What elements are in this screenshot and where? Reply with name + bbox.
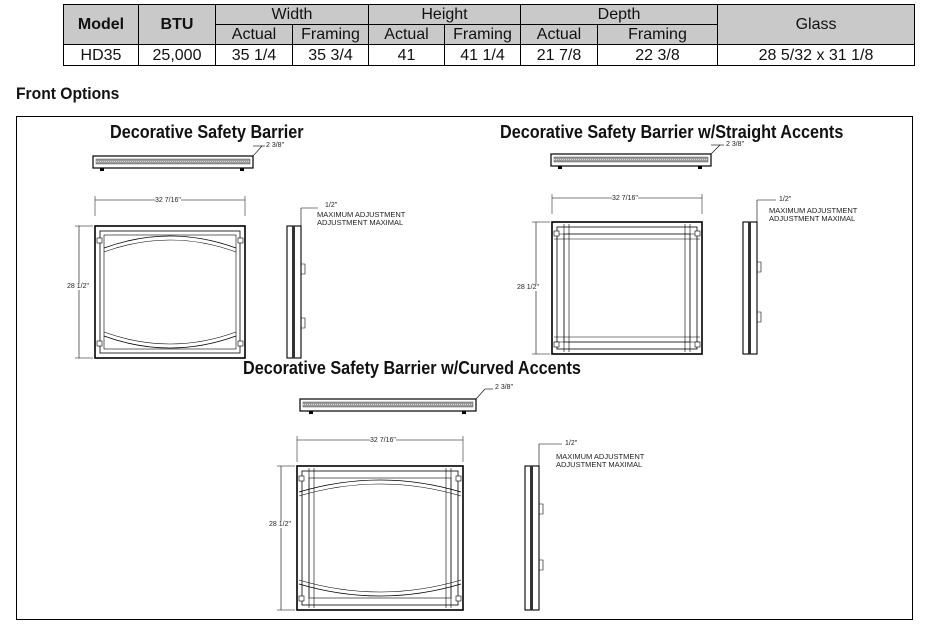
note-line-2: ADJUSTMENT MAXIMAL — [317, 218, 404, 227]
height-dimension: 28 1/2" — [269, 521, 291, 528]
table-row — [64, 45, 915, 66]
header-model: Model — [64, 5, 139, 45]
width-dimension: 32 7/16" — [612, 195, 638, 202]
cell-width-framing: 35 3/4 — [293, 45, 369, 66]
adjustment-note — [769, 207, 857, 223]
side-dimension: 1/2" — [779, 196, 792, 203]
height-dimension: 28 1/2" — [517, 284, 539, 291]
note-line-1: MAXIMUM ADJUSTMENT — [556, 452, 645, 461]
header-width: Width — [216, 5, 369, 25]
cell-btu: 25,000 — [139, 45, 216, 66]
cell-glass: 28 5/32 x 31 1/8 — [718, 45, 915, 66]
depth-dimension: 2 3/8" — [495, 384, 514, 391]
note-line-1: MAXIMUM ADJUSTMENT — [317, 210, 406, 219]
note-line-2: ADJUSTMENT MAXIMAL — [556, 460, 643, 469]
top-view-diagram — [90, 142, 270, 176]
adjustment-note — [556, 453, 644, 469]
cell-depth-framing: 22 3/8 — [598, 45, 718, 66]
height-dimension: 28 1/2" — [67, 283, 89, 290]
header-height-actual: Actual — [369, 25, 445, 45]
cell-model: HD35 — [64, 45, 139, 66]
cell-height-framing: 41 1/4 — [445, 45, 521, 66]
front-view-diagram — [277, 436, 477, 616]
cell-depth-actual: 21 7/8 — [521, 45, 598, 66]
top-view-diagram — [548, 140, 733, 174]
side-dimension: 1/2" — [565, 440, 578, 447]
drawing-title: Decorative Safety Barrier — [110, 122, 304, 142]
header-glass: Glass — [718, 5, 915, 45]
depth-dimension: 2 3/8" — [266, 142, 285, 149]
front-view-diagram — [532, 194, 712, 364]
side-view-diagram — [282, 196, 322, 366]
cell-height-actual: 41 — [369, 45, 445, 66]
header-width-actual: Actual — [216, 25, 293, 45]
top-view-diagram — [297, 385, 497, 419]
header-width-framing: Framing — [293, 25, 369, 45]
header-depth: Depth — [521, 5, 718, 25]
table-header-row — [64, 5, 915, 25]
cell-width-actual: 35 1/4 — [216, 45, 293, 66]
front-view-diagram — [75, 196, 255, 366]
header-height: Height — [369, 5, 521, 25]
header-height-framing: Framing — [445, 25, 521, 45]
width-dimension: 32 7/16" — [155, 197, 181, 204]
note-line-1: MAXIMUM ADJUSTMENT — [769, 206, 858, 215]
specifications-table — [63, 4, 915, 66]
note-line-2: ADJUSTMENT MAXIMAL — [769, 214, 856, 223]
header-depth-framing: Framing — [598, 25, 718, 45]
header-depth-actual: Actual — [521, 25, 598, 45]
adjustment-note — [317, 211, 405, 227]
section-title: Front Options — [16, 84, 120, 103]
header-btu: BTU — [139, 5, 216, 45]
drawing-title: Decorative Safety Barrier w/Straight Accents — [500, 122, 844, 142]
depth-dimension: 2 3/8" — [726, 141, 745, 148]
width-dimension: 32 7/16" — [370, 437, 396, 444]
side-dimension: 1/2" — [325, 202, 338, 209]
drawing-title: Decorative Safety Barrier w/Curved Accents — [243, 358, 581, 378]
